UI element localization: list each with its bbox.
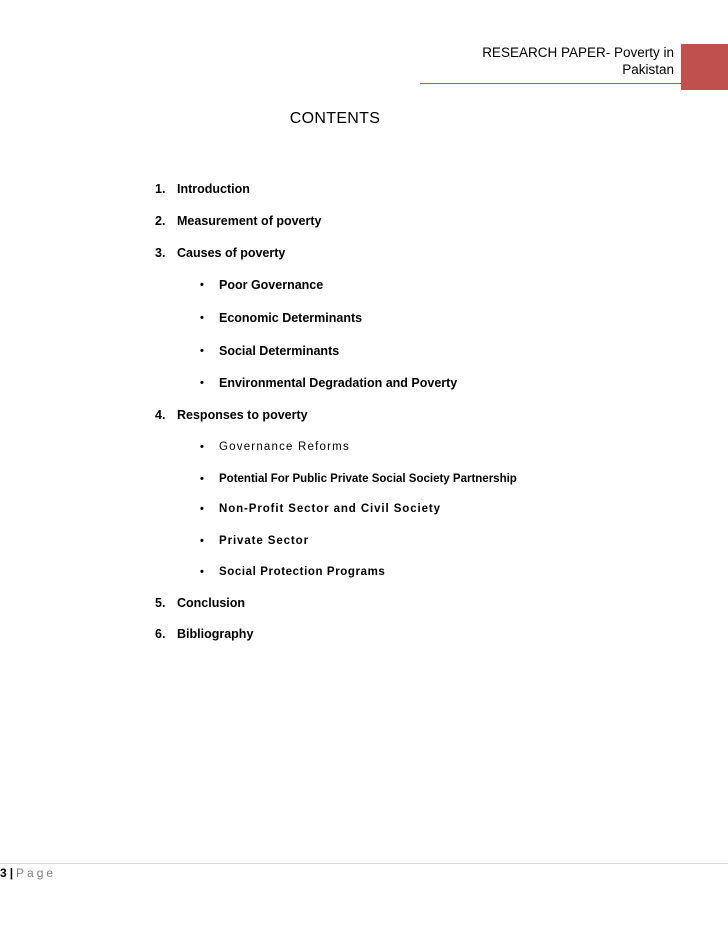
bullet-icon: • xyxy=(200,312,204,324)
footer-separator: | xyxy=(9,866,14,880)
toc-subitem-label: Potential For Public Private Social Society Partnership xyxy=(219,473,517,485)
toc-subitem-label: Private Sector xyxy=(219,535,309,547)
toc-subitem-label: Economic Determinants xyxy=(219,311,363,325)
toc-item-number: 5. xyxy=(155,596,166,610)
bullet-icon: • xyxy=(200,345,204,357)
bullet-icon: • xyxy=(200,473,204,485)
bullet-icon: • xyxy=(200,279,204,291)
running-header xyxy=(354,44,674,78)
toc-item-label: Causes of poverty xyxy=(177,246,286,260)
toc-item-number: 3. xyxy=(155,246,166,260)
toc-item-label: Introduction xyxy=(177,182,250,196)
page-footer xyxy=(0,866,56,880)
footer-rule xyxy=(0,863,728,864)
toc-item-number: 1. xyxy=(155,182,166,196)
toc-subitem-label: Social Protection Programs xyxy=(219,566,386,578)
contents-heading: CONTENTS xyxy=(289,110,381,127)
toc-item-label: Responses to poverty xyxy=(177,408,308,422)
toc-item-number: 6. xyxy=(155,627,166,641)
toc-subitem-label: Social Determinants xyxy=(219,344,340,358)
bullet-icon: • xyxy=(200,441,204,453)
header-accent-tab xyxy=(681,44,728,90)
toc-item-number: 2. xyxy=(155,214,166,228)
bullet-icon: • xyxy=(200,535,204,547)
toc-item-label: Bibliography xyxy=(177,627,254,641)
page-number: 3 xyxy=(0,866,7,880)
bullet-icon: • xyxy=(200,503,204,515)
toc-subitem-label: Governance Reforms xyxy=(219,441,350,453)
header-title-line1: RESEARCH PAPER- Poverty in xyxy=(482,45,674,60)
toc-item-number: 4. xyxy=(155,408,166,422)
toc-subitem-label: Poor Governance xyxy=(219,278,324,292)
toc-item-label: Conclusion xyxy=(177,596,246,610)
bullet-icon: • xyxy=(200,566,204,578)
page-label: Page xyxy=(16,866,57,880)
header-title-line2: Pakistan xyxy=(622,62,674,77)
bullet-icon: • xyxy=(200,377,204,389)
toc-subitem-label: Environmental Degradation and Poverty xyxy=(219,376,458,390)
toc-subitem-label: Non-Profit Sector and Civil Society xyxy=(219,503,441,515)
header-rule xyxy=(420,83,681,84)
toc-item-label: Measurement of poverty xyxy=(177,214,322,228)
